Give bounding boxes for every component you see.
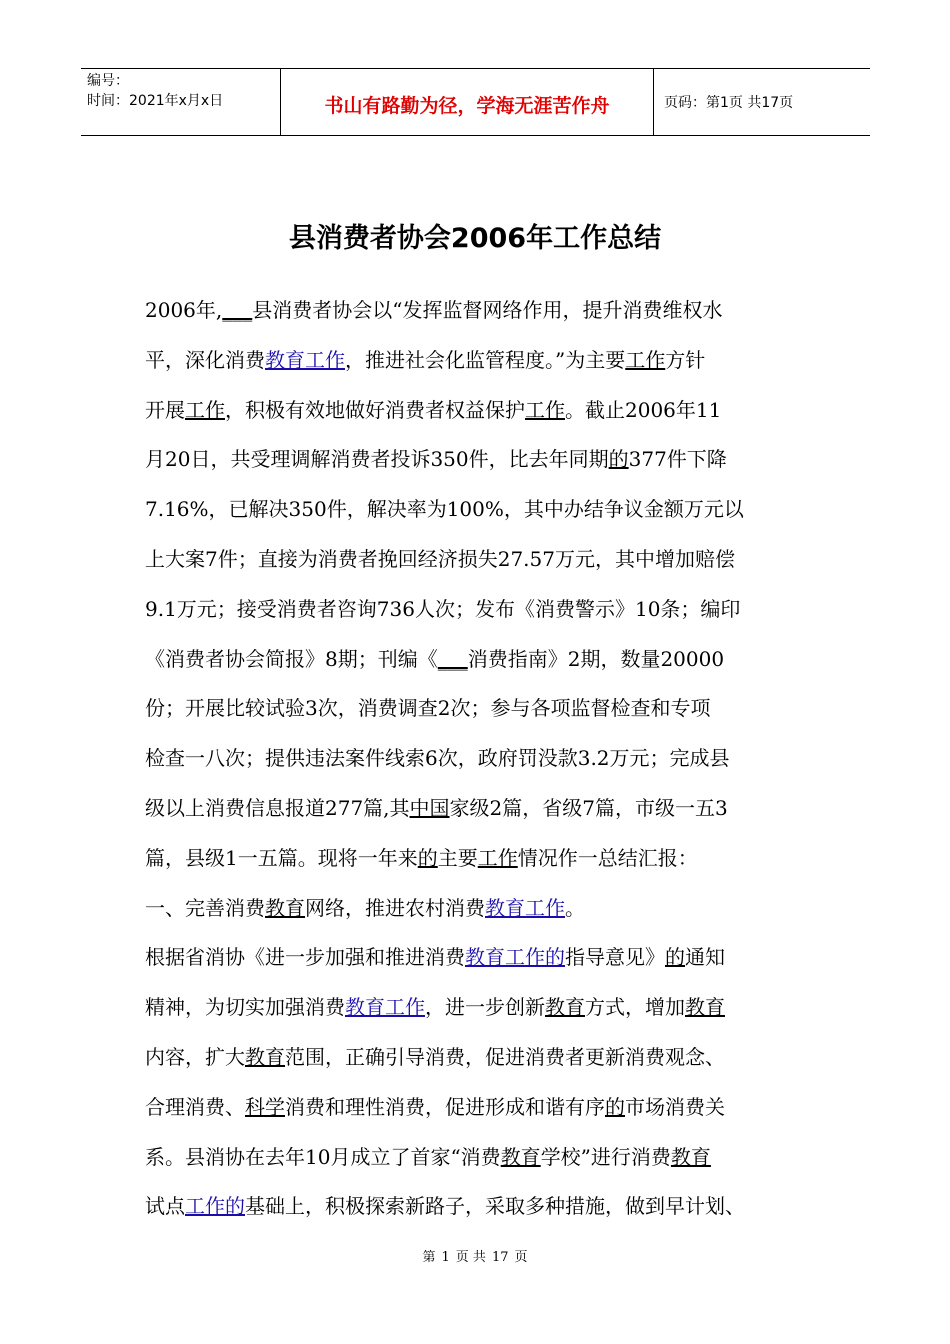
body-text-run: 合理消费、 [145,1094,245,1119]
body-text-run: 方针 [665,347,706,372]
body-text-run: 网络，推进农村消费 [305,895,485,920]
body-line [145,933,809,983]
body-text-run: 根据省消协《进一步加强和推进消费 [145,945,465,970]
underlined-text: 教育 [685,995,725,1020]
body-text-run: 通知 [685,945,725,970]
body-text-run: 开展 [145,397,185,422]
header-motto-cell [281,69,654,135]
body-text-run: 内容，扩大 [145,1044,245,1069]
body-text-run: 家级2篇，省级7篇，市级一五3 [449,795,728,820]
footer-suffix: 页 [514,1250,528,1265]
body-line [145,1182,809,1232]
footer-middle: 页 共 [455,1250,486,1265]
body-text-run: 试点 [145,1194,185,1219]
underlined-text: 工作 [625,347,666,372]
body-text-run: 7.16%，已解决350件，解决率为100%，其中办结争议金额万元以 [145,497,744,522]
page-info: 页码：第1页 共17页 [664,95,794,111]
body-line [145,635,809,685]
body-line [145,1033,809,1083]
header-page-info-cell [654,69,870,135]
footer-prefix: 第 [422,1250,436,1265]
footer-page-number: 1 [441,1250,450,1265]
underlined-text: 的 [608,447,629,472]
underlined-text: 教育 [265,895,305,920]
header-table [81,68,870,136]
hyperlink[interactable]: 教育工作 [485,895,565,920]
body-text-run: 2006年, [145,298,223,322]
body-text-run: ，进一步创新 [425,995,545,1020]
body-text-run: 平，深化消费 [145,347,265,372]
underlined-text: ___ [437,646,468,671]
page-footer [0,1246,950,1265]
body-text-run: 份；开展比较试验3次，消费调查2次；参与各项监督检查和专项 [145,696,711,721]
body-text-run: 篇，县级1一五篇。现将一年来 [145,845,418,870]
body-text-run: ，推进社会化监管程度。”为主要 [345,347,626,372]
body-line [145,535,809,585]
underlined-text: 科学 [245,1094,285,1119]
document-title: 县消费者协会2006年工作总结 [288,223,662,254]
body-text-run: 。 [565,895,585,920]
body-text-run: 消费和理性消费，促进形成和谐有序 [285,1094,605,1119]
body-line [145,1133,809,1183]
body-line [145,884,809,934]
underlined-text: 的 [665,945,685,970]
hyperlink[interactable]: 教育工作 [345,995,425,1020]
body-text-run: 基础上，积极探索新路子，采取多种措施，做到早计划、 [245,1194,745,1219]
document-body [145,286,809,1232]
hyperlink[interactable]: 教育工作 [265,347,345,372]
footer-total-pages: 17 [491,1250,509,1265]
body-text-run: 级以上消费信息报道277篇,其 [145,795,410,820]
motto: 书山有路勤为径，学海无涯苦作舟 [324,94,610,117]
body-line [145,286,809,336]
body-text-run: 。截止2006年11 [565,397,722,422]
body-line [145,336,809,386]
hyperlink[interactable]: 工作的 [185,1194,245,1219]
body-text-run: ，积极有效地做好消费者权益保护 [225,397,525,422]
underlined-text: 工作 [477,845,518,870]
underlined-text: 工作 [525,397,565,422]
body-text-run: 指导意见》 [565,945,665,970]
body-text-run: 市场消费关 [625,1094,725,1119]
underlined-text: 教育 [545,995,585,1020]
number-label: 编号： [87,73,129,89]
body-line [145,684,809,734]
underlined-text: 的 [417,845,438,870]
hyperlink[interactable]: 教育工作的 [465,945,565,970]
underlined-text: ___ [222,298,253,322]
body-line [145,435,809,485]
body-text-run: 县消费者协会以“发挥监督网络作用，提升消费维权水 [252,298,723,322]
body-text-run: 主要 [437,845,478,870]
body-line [145,734,809,784]
body-text-run: 上大案7件；直接为消费者挽回经济损失27.57万元，其中增加赔偿 [145,546,735,571]
body-text-run: 方式，增加 [585,995,685,1020]
body-text-run: 消费指南》2期，数量20000 [467,646,725,671]
body-line [145,1083,809,1133]
underlined-text: 教育 [245,1044,285,1069]
body-text-run: 检查一八次；提供违法案件线索6次，政府罚没款3.2万元；完成县 [145,746,730,771]
body-text-run: 377件下降 [628,447,727,472]
body-line [145,834,809,884]
body-line [145,585,809,635]
body-text-run: 月20日，共受理调解消费者投诉350件，比去年同期 [145,447,609,472]
body-text-run: 精神，为切实加强消费 [145,995,345,1020]
underlined-text: 的 [605,1094,625,1119]
body-line [145,386,809,436]
underlined-text: 教育 [670,1144,711,1169]
underlined-text: 工作 [185,397,225,422]
body-text-run: 《消费者协会简报》8期；刊编《 [145,646,438,671]
body-text-run: 学校”进行消费 [540,1144,671,1169]
body-line [145,485,809,535]
body-line [145,983,809,1033]
body-text-run: 范围，正确引导消费，促进消费者更新消费观念、 [285,1044,725,1069]
underlined-text: 教育 [500,1144,541,1169]
body-text-run: 一、完善消费 [145,895,265,920]
body-text-run: 情况作一总结汇报： [517,845,698,870]
time-label: 时间：2021年x月x日 [87,93,224,109]
body-text-run: 系。县消协在去年10月成立了首家“消费 [145,1144,501,1169]
body-text-run: 9.1万元；接受消费者咨询736人次；发布《消费警示》10条；编印 [145,596,741,621]
underlined-text: 中国 [409,795,450,820]
header-meta [81,69,281,135]
body-line [145,784,809,834]
